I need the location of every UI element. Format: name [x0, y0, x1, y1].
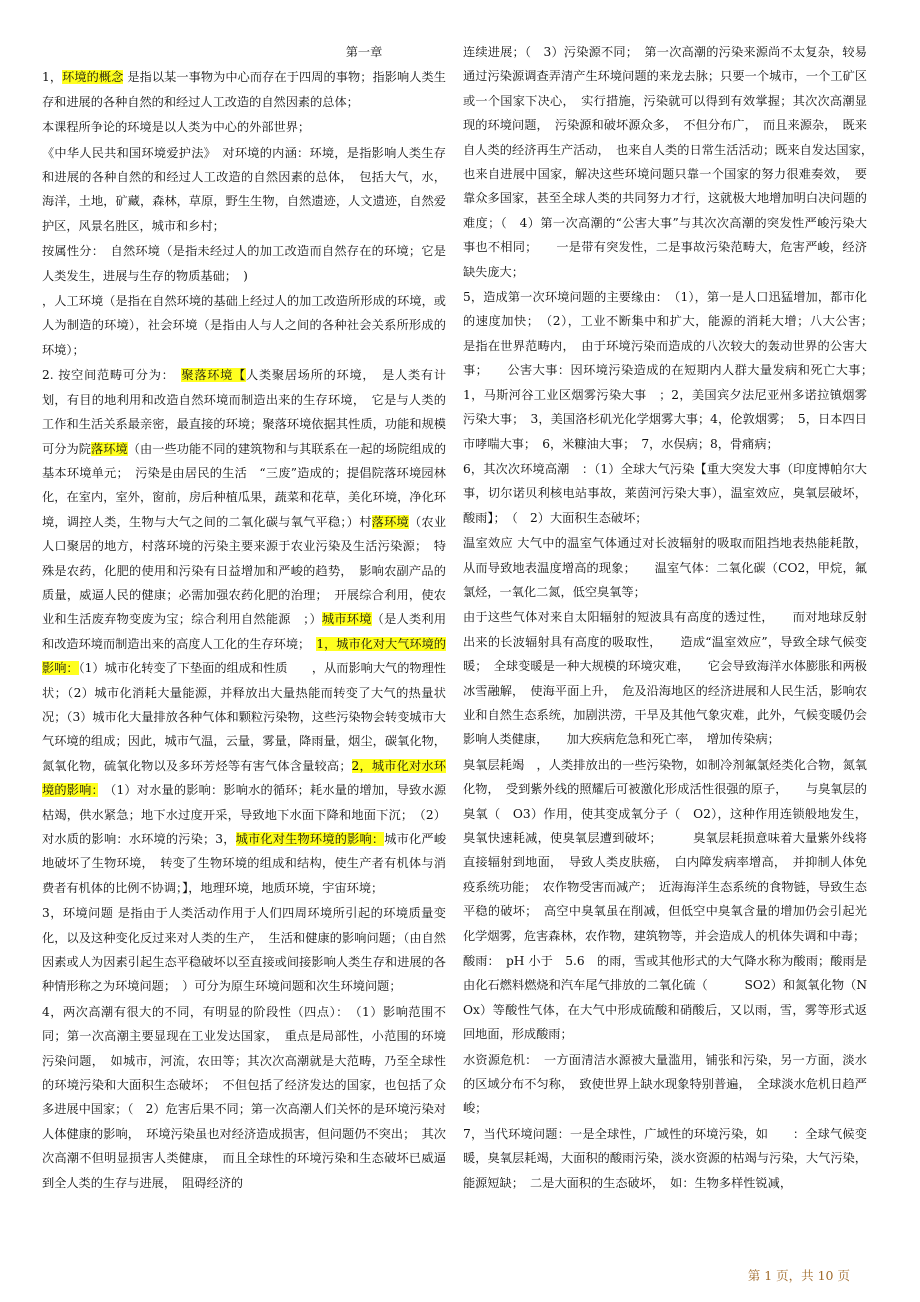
- highlighted-term: 聚落环境【: [181, 368, 247, 383]
- paragraph: [463, 457, 867, 530]
- text-run: 人类聚居场所的环境， 是人类有计划，有目的地利用和改造自然环境而制造出来的生存环境， 它是与人类的工作和生活关系最亲密，最直接的环境；聚落环境依据其性质，功能和规模可分为院: [42, 368, 447, 456]
- paragraph: [42, 115, 446, 139]
- highlighted-term: 2，城市化对水环境的影响：: [42, 758, 446, 798]
- text-run: 《中华人民共和国环境爱护法》 对环境的内涵：环境，是指影响人类生存和进展的各种自然的和经过人工改造的自然因素的总体， 包括大气，水，海洋，土地，矿藏，森林，草原，野生生物，自然遗迹，人文遗迹，自然爱护区，风景名胜区，城市和乡村；: [42, 145, 446, 233]
- text-run: 水资源危机： 一方面清洁水源被大量滥用，铺张和污染，另一方面，淡水的区域分布不匀称， 致使世界上缺水现象特别普遍， 全球淡水危机日趋严峻；: [463, 1052, 867, 1116]
- text-run: 由于这些气体对来自太阳辐射的短波具有高度的透过性， 而对地球反射出来的长波辐射具有高度的吸取性， 造成“温室效应”，导致全球气候变暖； 全球变暖是一种大规模的环境灾难， 它会导致海洋水体膨胀和两极冰雪融解， 使海平面上升， 危及沿海地区的经济进展和人民生活，影响农业和自然生态系统，加剧洪涝，干旱及其他气象灾难，此外，气候变暖仍会影响人类健康， 加大疾病危急和死亡率， 增加传染病；: [463, 610, 867, 747]
- paragraph: [463, 753, 867, 948]
- page-footer: 第 1 页，共 10 页: [747, 1268, 850, 1283]
- text-run: 4，两次高潮有很大的不同，有明显的阶段性（四点）： （1）影响范围不同；第一次高潮主要显现在工业发达国家， 重点是局部性，小范围的环境污染问题， 如城市，河流，农田等；其次次高潮就是大范畴，乃至全球性的环境污染和大面积生态破坏； 不但包括了经济发达的国家，也包括了众多进展中国家；（ 2）危害后果不同；第一次高潮人们关怀的是环境污染对人体健康的影响， 环境污染虽也对经济造成损害，但问题仍不突出； 其次次高潮不但明显损害人类健康， 而且全球性的环境污染和生态破坏已威逼到全人类的生存与进展， 阻碍经济的: [42, 1004, 446, 1190]
- highlighted-term: 1，城市化对大气环境的影响：: [42, 636, 446, 676]
- paragraph: [42, 901, 446, 999]
- text-run: 7，当代环境问题：一是全球性，广域性的环境污染，如 ：全球气候变暖，臭氧层耗竭，大面积的酸雨污染，淡水资源的枯竭与污染，大气污染，能源短缺； 二是大面积的生态破坏， 如：生物多样性锐减，: [463, 1126, 867, 1190]
- paragraph: [463, 1048, 867, 1121]
- text-run: （农业人口聚居的地方，村落环境的污染主要来源于农业污染及生活污染源； 特殊是农药，化肥的使用和污染有日益增加和严峻的趋势， 影响农副产品的质量，威逼人民的健康；必需加强农药化肥的治理； 开展综合利用，使农业和生活废弃物变废为宝；综合利用自然能源 ；）: [42, 514, 447, 627]
- text-run: 是指以某一事物为中心而存在于四周的事物；指影响人类生存和进展的各种自然的和经过人工改造的自然因素的总体；: [42, 70, 446, 109]
- chapter-title: 第一章: [345, 45, 383, 59]
- paragraph: [463, 285, 880, 456]
- text-run: 酸雨： pH 小于 5.6 的雨，雪或其他形式的大气降水称为酸雨；酸雨是由化石燃料燃烧和汽车尾气排放的二氧化硫（ SO2）和氮氧化物（NOx）等酸性气体，在大气中形成硫酸和硝酸后，又以雨，雪，雾等形式返回地面，形成酸雨；: [463, 954, 867, 1042]
- paragraph: [463, 531, 867, 604]
- paragraph: [42, 141, 446, 239]
- text-run: 按属性分： 自然环境（是指未经过人的加工改造而自然存在的环境；它是人类发生，进展与生存的物质基础； ): [42, 244, 446, 283]
- text-run: 臭氧层耗竭 ，人类排放出的一些污染物，如制冷剂氟氯烃类化合物，氮氧化物， 受到紫外线的照耀后可被激化形成活性很强的原子， 与臭氧层的臭氧（ O3）作用，使其变成氧分子（ O2），这种作用连锁般地发生，臭氧快速耗减，使臭氧层遭到破坏； 臭氧层耗损意味着大量紫外线将直接辐射到地面， 导致人类皮肤癌， 白内障发病率增高， 并抑制人体免疫系统功能； 农作物受害而减产； 近海海洋生态系统的食物链，导致生态平稳的破坏； 高空中臭氧虽在削减，但低空中臭氧含量的增加仍会引起光化学烟雾，危害森林，农作物，建筑物等，并会造成人的机体失调和中毒；: [463, 757, 867, 943]
- paragraph: [42, 239, 446, 288]
- highlighted-term: 环境的概念: [62, 70, 124, 85]
- highlighted-term: 落环境: [90, 441, 128, 456]
- highlighted-term: 城市化对生物环境的影响：: [235, 832, 385, 846]
- text-run: 连续进展；（ 3）污染源不同； 第一次高潮的污染来源尚不太复杂，较易通过污染源调查弄清产生环境问题的来龙去脉；只要一个城市，一个工矿区或一个国家下决心， 实行措施，污染就可以得到有效掌握；其次次高潮显现的环境问题， 污染源和破坏源众多， 不但分布广， 而且来源杂， 既来自人类的经济再生产活动， 也来自人类的日常生活活动；既来自发达国家， 也来自进展中国家，解决这些环境问题只靠一个国家的努力很难奏效， 要靠众多国家，甚至全球人类的共同努力才行，这就极大地增加明白决问题的难度；（ 4）第一次高潮的“公害大事”与其次次高潮的突发性严峻污染大事也不相同； 一是带有突发性，二是事故污染范畴大，危害严峻，经济缺失庞大；: [463, 45, 880, 279]
- right-column-body: [463, 40, 880, 1195]
- text-run: 5，造成第一次环境问题的主要缘由： （1），第一是人口迅猛增加，都市化的速度加快； （2），工业不断集中和扩大，能源的消耗大增；八大公害； 是指在世界范畴内， 由于环境污染而造成的八次较大的轰动世界的公害大事； 公害大事：因环境污染造成的在短期内人群大量发病和死亡大事； 1，马斯河谷工业区烟雾污染大事 ；2，美国宾夕法尼亚州多诺拉镇烟雾污染大事； 3，美国洛杉矶光化学烟雾大事；4，伦敦烟雾； 5，日本四日市哮喘大事； 6，米糠油大事； 7，水俣病；8，骨痛病；: [463, 290, 880, 451]
- paragraph: [42, 65, 446, 114]
- text-run: 城市化严峻地破坏了生物环境， 转变了生物环境的组成和结构，使生产者有机体与消费者有机体的比例不协调；】，地理环境，地质环境，宇宙环境；: [42, 832, 447, 895]
- text-run: 2. 按空间范畴可分为：: [42, 368, 182, 383]
- text-run: （1）城市化转变了下垫面的组成和性质 ，从而影响大气的物理性状；（2）城市化消耗大量能源，并释放出大量热能而转变了大气的热量状况；（3）城市化大量排放各种气体和颗粒污染物，这些污染物会转变城市大气环境的组成；因此，城市气温，云量，雾量，降雨量，烟尘，碳氧化物，氮氧化物，硫氧化物以及多环芳烃等有害气体含量较高；: [42, 661, 446, 773]
- text-run: （由一些功能不同的建筑物和与其联系在一起的场院组成的基本环境单元； 污染是由居民的生活 “三废”造成的；提倡院落环境园林化，在室内，室外，窗前，房后种植瓜果，蔬菜和花草，美化环境，净化环境，调控人类，生物与大气之间的二氧化碳与氧气平稳；）村: [42, 441, 447, 529]
- highlighted-term: 落环境: [371, 514, 409, 529]
- text-run: 3，环境问题 是指由于人类活动作用于人们四周环境所引起的环境质量变化，以及这种变化反过来对人类的生产， 生活和健康的影响问题；（由自然因素或人为因素引起生态平稳破坏以至直接或间接影响人类生存和进展的各种情形称之为环境问题； ）可分为原生环境问题和次生环境问题；: [42, 906, 446, 994]
- paragraph: [42, 1000, 446, 1195]
- left-column: [42, 40, 446, 1196]
- text-run: （1）对水量的影响：影响水的循环；耗水量的增加，导致水源枯竭，供水紧急；地下水过度开采，导致地下水面下降和地面下沉； （2）对水质的影响：水环境的污染；3，: [42, 783, 447, 846]
- text-run: 1，: [42, 70, 63, 85]
- paragraph: [463, 1122, 867, 1195]
- paragraph: [463, 605, 867, 751]
- text-run: 6，其次次环境高潮 ：（1）全球大气污染【重大突发大事（印度博帕尔大事，切尔诺贝利核电站事故，莱茵河污染大事），温室效应，臭氧层破坏，酸雨】； （ 2）大面积生态破坏；: [463, 461, 867, 525]
- paragraph: [42, 289, 446, 362]
- right-column: [463, 40, 880, 1196]
- paragraph: [42, 363, 446, 900]
- text-run: ，人工环境（是指在自然环境的基础上经过人的加工改造所形成的环境，或人为制造的环境），社会环境（是指由人与人之间的各种社会关系所形成的环境）；: [42, 294, 446, 357]
- left-column-body: [42, 65, 446, 1195]
- highlighted-term: 城市环境: [321, 612, 372, 627]
- text-run: （是人类利用和改造环境而制造出来的高度人工化的生存环境；: [42, 612, 447, 651]
- paragraph: [463, 949, 867, 1047]
- text-run: 温室效应 大气中的温室气体通过对长波辐射的吸取而阻挡地表热能耗散，从而导致地表温度增高的现象； 温室气体：二氧化碳（CO2，甲烷，氟氯烃，一氧化二氮，低空臭氧等；: [463, 536, 867, 599]
- paragraph: [463, 40, 880, 284]
- text-run: 本课程所争论的环境是以人类为中心的外部世界；: [42, 120, 311, 135]
